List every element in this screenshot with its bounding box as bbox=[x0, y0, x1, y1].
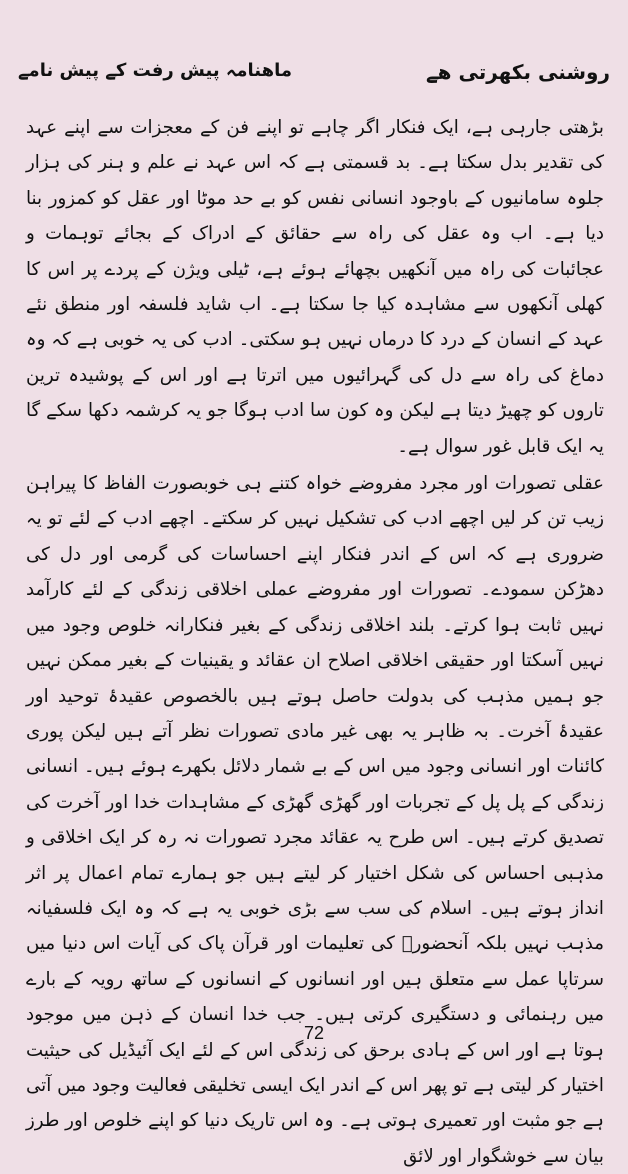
paragraph: عقلی تصورات اور مجرد مفروضے خواہ کتنے ہی خوبصورت الفاظ کا پیراہن زیب تن کر لیں اچھے ادب کی تشکیل نہیں کر سکتے۔ اچھے ادب کے لئے تو یہ ضروری ہے کہ اس کے اندر فنکار اپنے احساسات کی گرمی اور دل کی دھڑکن سمودے۔ تصورات اور مفروضے عملی اخلاقی زندگی کے لئے کارآمد نہیں ثابت ہوا کرتے۔ بلند اخلاقی زندگی کے بغیر فنکارانہ خلوص وجود میں نہیں آسکتا اور حقیقی اخلاقی اصلاح ان عقائد و یقینیات کے بغیر ممکن نہیں جو ہمیں مذہب کی بدولت حاصل ہوتے ہیں بالخصوص عقیدۂ توحید اور عقیدۂ آخرت۔ بہ ظاہر یہ بھی غیر مادی تصورات نظر آتے ہیں لیکن پوری کائنات اور انسانی وجود میں اس کے بے شمار دلائل بکھرے ہوئے ہیں۔ انسانی زندگی کے پل پل کے تجربات اور گھڑی گھڑی کے مشاہدات خدا اور آخرت کی تصدیق کرتے ہیں۔ اس طرح یہ عقائد مجرد تصورات نہ رہ کر ایک اخلاقی و مذہبی احساس کی شکل اختیار کر لیتے ہیں جو ہمارے تمام اعمال پر اثر انداز ہوتے ہیں۔ اسلام کی سب سے بڑی خوبی یہ ہے کہ وہ ایک فلسفیانہ مذہب نہیں بلکہ آنحضورؐ کی تعلیمات اور قرآن پاک کی آیات اس دنیا میں سرتاپا عمل سے متعلق ہیں اور انسانوں کے انسانوں کے ساتھ رویہ کے بارے میں رہنمائی و دستگیری کرتی ہیں۔ جب خدا انسان کے ذہن میں موجود ہوتا ہے اور اس کے ہادی برحق کی زندگی اس کے لئے ایک آئیڈیل کی حیثیت اختیار کر لیتی ہے تو پھر اس کے اندر ایک ایسی تخلیقی فعالیت وجود میں آتی ہے جو مثبت اور تعمیری ہوتی ہے۔ وہ اس تاریک دنیا کو اپنے خلوص اور طرز بیان سے خوشگوار اور لائق bbox=[26, 473, 604, 1167]
page-number: 72 bbox=[303, 1023, 325, 1043]
publication-header: ماھنامہ پیش رفت کے پیش نامے bbox=[18, 60, 293, 81]
paragraph: بڑھتی جارہی ہے، ایک فنکار اگر چاہے تو اپنے فن کے معجزات سے اپنے عہد کی تقدیر بدل سکتا ہے۔ بد قسمتی ہے کہ اس عہد نے علم و ہنر کی ہزار جلوہ سامانیوں کے باوجود انسانی نفس کو بے حد موٹا اور عقل کو کمزور بنا دیا ہے۔ اب وہ عقل کی راہ سے حقائق کے ادراک کے بجائے توہمات و عجائبات کی راہ میں آنکھیں بچھائے ہوئے ہے، ٹیلی ویژن کے پردے پر اس کا کھلی آنکھوں سے مشاہدہ کیا جا سکتا ہے۔ اب شاید فلسفہ اور منطق نئے عہد کے انسان کے درد کا درماں نہیں ہو سکتی۔ ادب کی یہ خوبی ہے کہ وہ دماغ کی راہ سے دل کی گہرائیوں میں اترتا ہے اور اس کے پوشیدہ ترین تاروں کو چھیڑ دیتا ہے لیکن وہ کون سا ادب ہوگا جو یہ کرشمہ دکھا سکے گا یہ ایک قابل غور سوال ہے۔ bbox=[26, 117, 604, 457]
running-title: روشنی بکھرتی ھے bbox=[425, 60, 610, 84]
page-header bbox=[18, 58, 610, 98]
article-body bbox=[26, 110, 604, 1174]
